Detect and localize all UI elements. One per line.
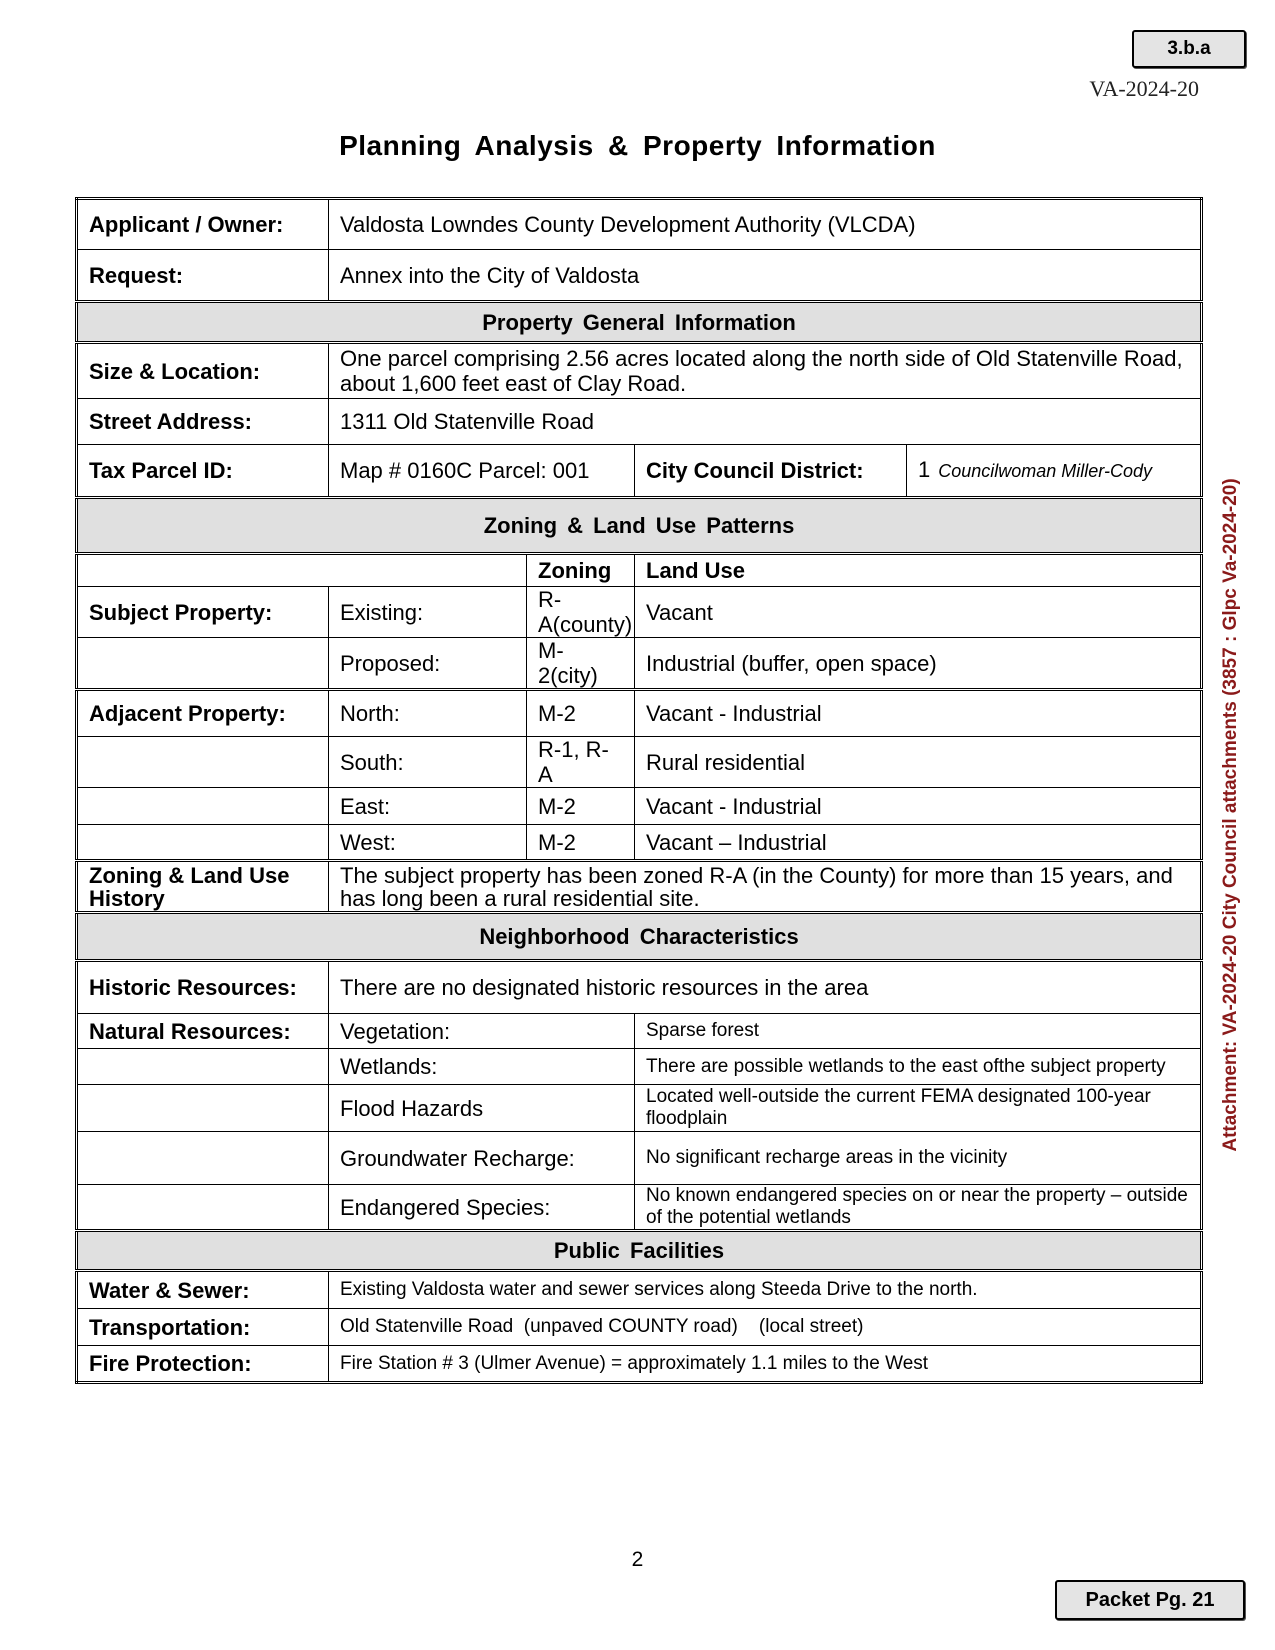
fire-protection-row	[77, 1346, 1202, 1383]
fire-protection-value: Fire Station # 3 (Ulmer Avenue) = approximately 1.1 miles to the West	[329, 1346, 1202, 1383]
natural-resource-row	[77, 1085, 1202, 1132]
section-heading: Zoning & Land Use Patterns	[77, 498, 1202, 554]
size-location-row	[77, 343, 1202, 399]
subject-proposed-row	[77, 638, 1202, 690]
size-location-label: Size & Location:	[77, 343, 329, 399]
blank-label-cell	[77, 788, 329, 825]
transportation-label: Transportation:	[77, 1309, 329, 1346]
section-general	[77, 302, 1202, 343]
adjacent-land-use: Vacant - Industrial	[635, 788, 1202, 825]
tax-parcel-row	[77, 445, 1202, 498]
blank-label-cell	[77, 825, 329, 861]
council-member: Councilwoman Miller-Cody	[938, 461, 1152, 481]
transportation-value: Old Statenville Road (unpaved COUNTY road) (local street)	[329, 1309, 1202, 1346]
historic-resources-label: Historic Resources:	[77, 961, 329, 1014]
tax-parcel-value: Map # 0160C Parcel: 001	[329, 445, 635, 498]
zoning-column-header: Zoning	[527, 554, 635, 587]
subject-zoning: R-A(county)	[527, 587, 635, 638]
natural-resource-value: Located well-outside the current FEMA designated 100-year floodplain	[635, 1085, 1202, 1132]
adjacent-direction: South:	[329, 737, 527, 788]
zoning-column-header-row	[77, 554, 1202, 587]
case-number: VA-2024-20	[1089, 76, 1199, 101]
natural-resource-item: Groundwater Recharge:	[329, 1132, 635, 1185]
request-value: Annex into the City of Valdosta	[329, 250, 1202, 302]
request-label: Request:	[77, 250, 329, 302]
adjacent-land-use: Vacant - Industrial	[635, 690, 1202, 737]
subject-existing-row	[77, 587, 1202, 638]
natural-resource-row	[77, 1049, 1202, 1085]
natural-resource-value: There are possible wetlands to the east ofthe subject property	[635, 1049, 1202, 1085]
adjacent-direction: North:	[329, 690, 527, 737]
council-district-label: City Council District:	[635, 445, 907, 498]
adjacent-direction: West:	[329, 825, 527, 861]
adjacent-land-use: Vacant – Industrial	[635, 825, 1202, 861]
subject-land-use: Industrial (buffer, open space)	[635, 638, 1202, 690]
natural-resource-value: No significant recharge areas in the vicinity	[635, 1132, 1202, 1185]
blank-label-cell	[77, 1049, 329, 1085]
item-badge: 3.b.a	[1132, 30, 1246, 68]
adjacent-property-label: Adjacent Property:	[77, 690, 329, 737]
attachment-side-note: Attachment: VA-2024-20 City Council attachments (3857 : Glpc Va-2024-20)	[1220, 478, 1241, 1152]
zoning-history-value: The subject property has been zoned R-A (in the County) for more than 15 years, and has long been a rural residential site.	[329, 861, 1202, 913]
natural-resource-item: Wetlands:	[329, 1049, 635, 1085]
blank-label-cell	[77, 638, 329, 690]
natural-resource-value: Sparse forest	[635, 1014, 1202, 1049]
natural-resource-item: Vegetation:	[329, 1014, 635, 1049]
applicant-label: Applicant / Owner:	[77, 199, 329, 250]
historic-resources-row	[77, 961, 1202, 1014]
page-title: Planning Analysis & Property Information	[339, 130, 936, 161]
blank-label-cell	[77, 1085, 329, 1132]
section-neighborhood	[77, 913, 1202, 961]
section-heading: Neighborhood Characteristics	[77, 913, 1202, 961]
adjacent-zoning: M-2	[527, 788, 635, 825]
land-use-column-header: Land Use	[635, 554, 1202, 587]
adjacent-direction: East:	[329, 788, 527, 825]
applicant-row	[77, 199, 1202, 250]
section-zoning	[77, 498, 1202, 554]
natural-resource-row	[77, 1185, 1202, 1231]
natural-resources-label: Natural Resources:	[77, 1014, 329, 1049]
natural-resource-value: No known endangered species on or near the property – outside of the potential wetlands	[635, 1185, 1202, 1231]
blank-label-cell	[77, 1185, 329, 1231]
adjacent-south-row	[77, 737, 1202, 788]
section-facilities	[77, 1231, 1202, 1271]
water-sewer-row	[77, 1271, 1202, 1309]
natural-resource-row	[77, 1132, 1202, 1185]
street-address-label: Street Address:	[77, 399, 329, 445]
section-heading: Public Facilities	[77, 1231, 1202, 1271]
page-number: 2	[631, 1548, 644, 1571]
water-sewer-value: Existing Valdosta water and sewer services along Steeda Drive to the north.	[329, 1271, 1202, 1309]
water-sewer-label: Water & Sewer:	[77, 1271, 329, 1309]
section-heading: Property General Information	[77, 302, 1202, 343]
adjacent-land-use: Rural residential	[635, 737, 1202, 788]
natural-resource-item: Endangered Species:	[329, 1185, 635, 1231]
subject-kind: Proposed:	[329, 638, 527, 690]
street-address-value: 1311 Old Statenville Road	[329, 399, 1202, 445]
council-district-number: 1	[918, 457, 931, 482]
adjacent-west-row	[77, 825, 1202, 861]
property-information-table	[75, 197, 1203, 1384]
zoning-history-label: Zoning & Land Use History	[77, 861, 329, 913]
adjacent-zoning: M-2	[527, 825, 635, 861]
adjacent-north-row	[77, 690, 1202, 737]
historic-resources-value: There are no designated historic resources in the area	[329, 961, 1202, 1014]
request-row	[77, 250, 1202, 302]
subject-property-label: Subject Property:	[77, 587, 329, 638]
applicant-value: Valdosta Lowndes County Development Authority (VLCDA)	[329, 199, 1202, 250]
natural-resource-row	[77, 1014, 1202, 1049]
blank-label-cell	[77, 737, 329, 788]
subject-zoning: M-2(city)	[527, 638, 635, 690]
blank-header-cell	[77, 554, 527, 587]
fire-protection-label: Fire Protection:	[77, 1346, 329, 1383]
size-location-value: One parcel comprising 2.56 acres located along the north side of Old Statenville Road, about 1,600 feet east of Clay Road.	[329, 343, 1202, 399]
subject-kind: Existing:	[329, 587, 527, 638]
blank-label-cell	[77, 1132, 329, 1185]
adjacent-zoning: R-1, R-A	[527, 737, 635, 788]
tax-parcel-label: Tax Parcel ID:	[77, 445, 329, 498]
adjacent-east-row	[77, 788, 1202, 825]
natural-resource-item: Flood Hazards	[329, 1085, 635, 1132]
zoning-history-row	[77, 861, 1202, 913]
transportation-row	[77, 1309, 1202, 1346]
subject-land-use: Vacant	[635, 587, 1202, 638]
packet-page-badge: Packet Pg. 21	[1055, 1580, 1245, 1620]
council-district-value	[907, 445, 1202, 498]
street-address-row	[77, 399, 1202, 445]
adjacent-zoning: M-2	[527, 690, 635, 737]
